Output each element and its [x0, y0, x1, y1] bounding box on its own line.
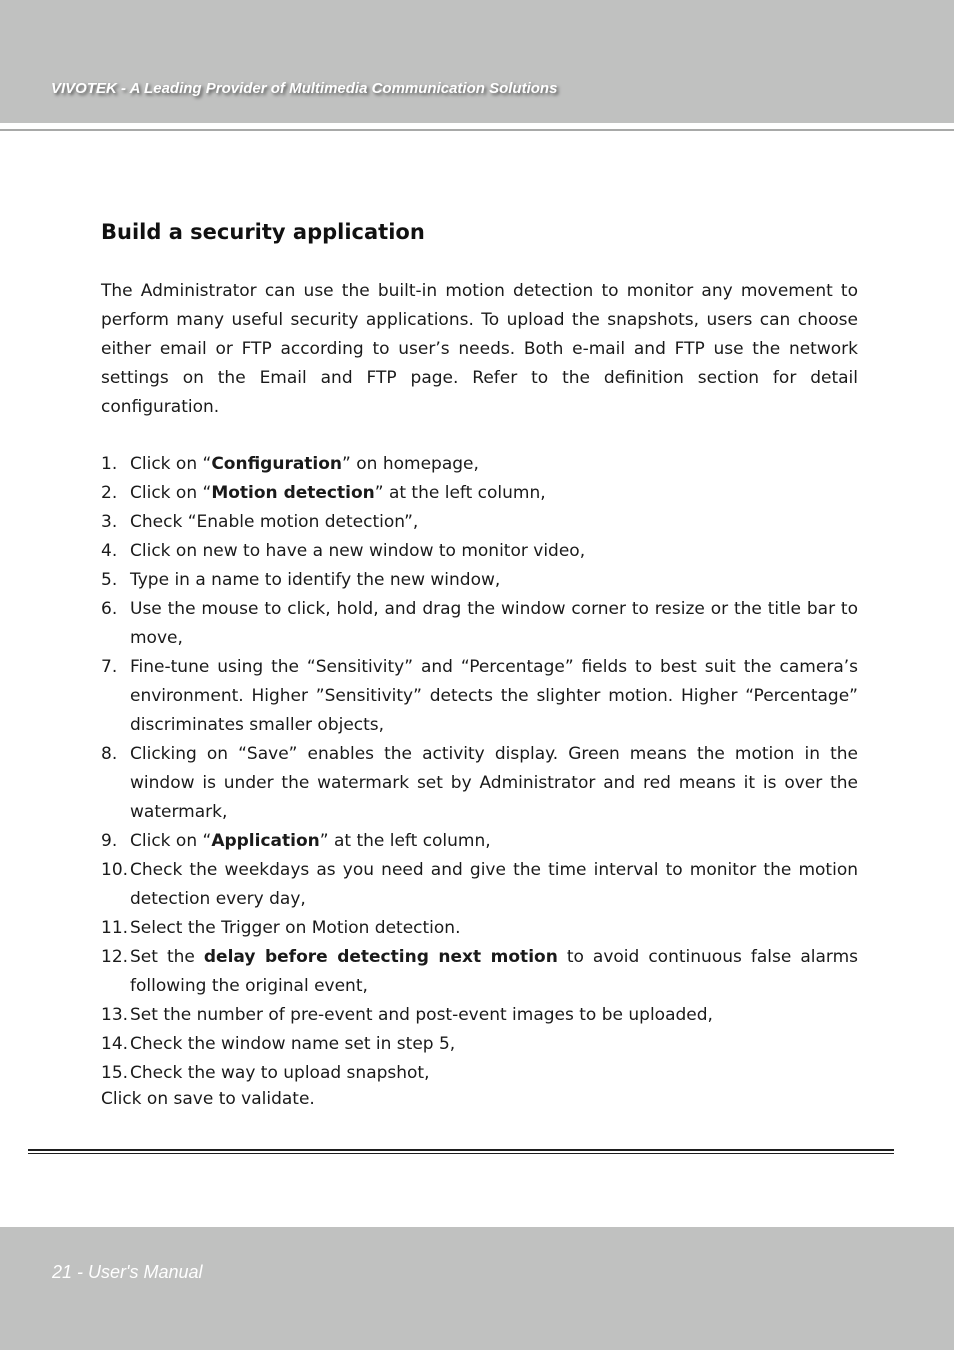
list-item: 6. Use the mouse to click, hold, and drag the window corner to resize or the title bar to move,	[101, 595, 858, 653]
footer-divider	[28, 1149, 894, 1151]
list-item: 8. Clicking on “Save” enables the activity display. Green means the motion in the window is under the watermark set by Administrator and red means it is over the watermark,	[101, 740, 858, 827]
step-number: 9.	[101, 831, 118, 851]
section-title: Build a security application	[101, 220, 425, 244]
header-divider	[0, 129, 954, 131]
closing-line: Click on save to validate.	[101, 1089, 315, 1109]
step-number: 2.	[101, 483, 118, 503]
list-item: 4. Click on new to have a new window to monitor video,	[101, 537, 858, 566]
step-number: 14.	[101, 1034, 129, 1054]
steps-list	[101, 450, 858, 1088]
list-item: 15. Check the way to upload snapshot,	[101, 1059, 858, 1088]
list-item: 12. Set the delay before detecting next motion to avoid continuous false alarms following the original event,	[101, 943, 858, 1001]
step-number: 1.	[101, 454, 118, 474]
step-number: 6.	[101, 599, 118, 619]
step-number: 12.	[101, 947, 129, 967]
step-number: 4.	[101, 541, 118, 561]
list-item: 13. Set the number of pre-event and post-event images to be uploaded,	[101, 1001, 858, 1030]
page-number-label: 21 - User's Manual	[52, 1262, 203, 1282]
step-number: 13.	[101, 1005, 129, 1025]
list-item: 11. Select the Trigger on Motion detection.	[101, 914, 858, 943]
footer-divider-thin	[28, 1153, 894, 1154]
list-item: 7. Fine-tune using the “Sensitivity” and “Percentage” fields to best suit the camera’s environment. Higher ”Sensitivity” detects the slighter motion. Higher “Percentage” discriminates smaller objects,	[101, 653, 858, 740]
list-item: 3. Check “Enable motion detection”,	[101, 508, 858, 537]
step-number: 8.	[101, 744, 118, 764]
step-number: 10.	[101, 860, 129, 880]
list-item: 2. Click on “Motion detection” at the left column,	[101, 479, 858, 508]
step-number: 5.	[101, 570, 118, 590]
list-item: 1. Click on “Configuration” on homepage,	[101, 450, 858, 479]
list-item: 14. Check the window name set in step 5,	[101, 1030, 858, 1059]
list-item: 5. Type in a name to identify the new window,	[101, 566, 858, 595]
footer-band	[0, 1227, 954, 1350]
step-number: 3.	[101, 512, 118, 532]
header-tagline: VIVOTEK - A Leading Provider of Multimedia Communication Solutions	[51, 80, 558, 97]
list-item: 10. Check the weekdays as you need and give the time interval to monitor the motion detection every day,	[101, 856, 858, 914]
header-band	[0, 0, 954, 123]
intro-paragraph: The Administrator can use the built-in motion detection to monitor any movement to perform many useful security applications. To upload the snapshots, users can choose either email or FTP according to user’s needs. Both e-mail and FTP use the network settings on the Email and FTP page. Refer to the definition section for detail configuration.	[101, 281, 858, 417]
step-number: 15.	[101, 1063, 129, 1083]
list-item: 9. Click on “Application” at the left column,	[101, 827, 858, 856]
step-number: 7.	[101, 657, 118, 677]
step-number: 11.	[101, 918, 129, 938]
